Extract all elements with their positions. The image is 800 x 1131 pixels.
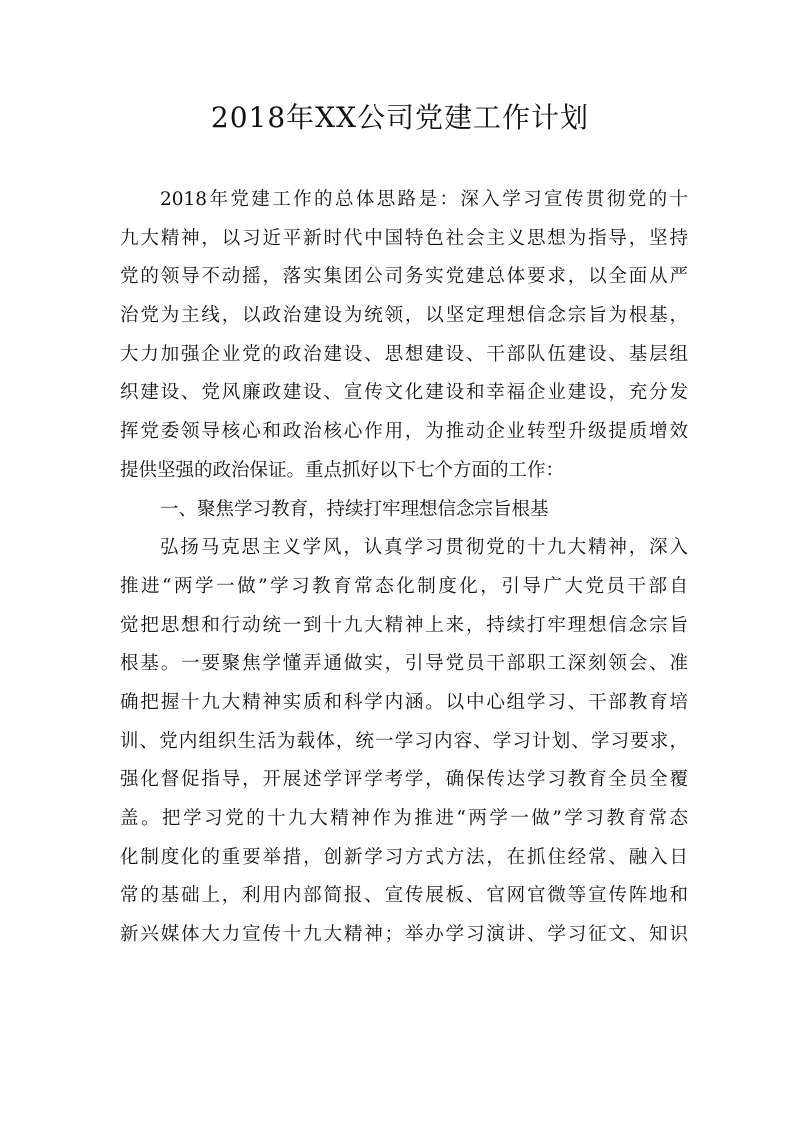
section-heading: 一、聚焦学习教育，持续打牢理想信念宗旨根基 [160, 498, 549, 520]
paragraph-line: 大力加强企业党的政治建设、思想建设、干部队伍建设、基层组 [120, 343, 688, 365]
paragraph-line: 常的基础上，利用内部简报、宣传展板、官网官微等宣传阵地和 [120, 885, 688, 907]
paragraph-line: 挥党委领导核心和政治核心作用，为推动企业转型升级提质增效 [120, 421, 688, 443]
paragraph-line: 强化督促指导，开展述学评学考学，确保传达学习教育全员全覆 [120, 769, 688, 791]
paragraph-line: 织建设、党风廉政建设、宣传文化建设和幸福企业建设，充分发 [120, 382, 688, 404]
document-body [120, 181, 688, 955]
paragraph-line: 化制度化的重要举措，创新学习方式方法，在抓住经常、融入日 [120, 846, 688, 868]
document-title: 2018年XX公司党建工作计划 [210, 101, 590, 134]
paragraph-line: 根基。一要聚焦学懂弄通做实，引导党员干部职工深刻领会、准 [120, 653, 688, 675]
paragraph-line: 提供坚强的政治保证。重点抓好以下七个方面的工作： [120, 459, 565, 481]
paragraph-line: 2018年党建工作的总体思路是：深入学习宣传贯彻党的十 [160, 189, 688, 210]
paragraph-line: 确把握十九大精神实质和科学内涵。以中心组学习、干部教育培 [120, 691, 688, 713]
paragraph-line: 新兴媒体大力宣传十九大精神；举办学习演讲、学习征文、知识 [120, 924, 688, 946]
paragraph-line: 党的领导不动摇，落实集团公司务实党建总体要求，以全面从严 [120, 266, 688, 288]
paragraph-line: 推进“两学一做”学习教育常态化制度化，引导广大党员干部自 [120, 575, 688, 597]
paragraph-line: 九大精神，以习近平新时代中国特色社会主义思想为指导，坚持 [120, 227, 688, 249]
paragraph-line: 弘扬马克思主义学风，认真学习贯彻党的十九大精神，深入 [160, 537, 688, 559]
paragraph-line: 盖。把学习党的十九大精神作为推进“两学一做”学习教育常态 [120, 808, 688, 829]
paragraph-line: 训、党内组织生活为载体，统一学习内容、学习计划、学习要求， [120, 730, 688, 752]
paragraph-line: 觉把思想和行动统一到十九大精神上来，持续打牢理想信念宗旨 [120, 614, 688, 636]
paragraph-line: 治党为主线，以政治建设为统领，以坚定理想信念宗旨为根基， [120, 305, 688, 327]
